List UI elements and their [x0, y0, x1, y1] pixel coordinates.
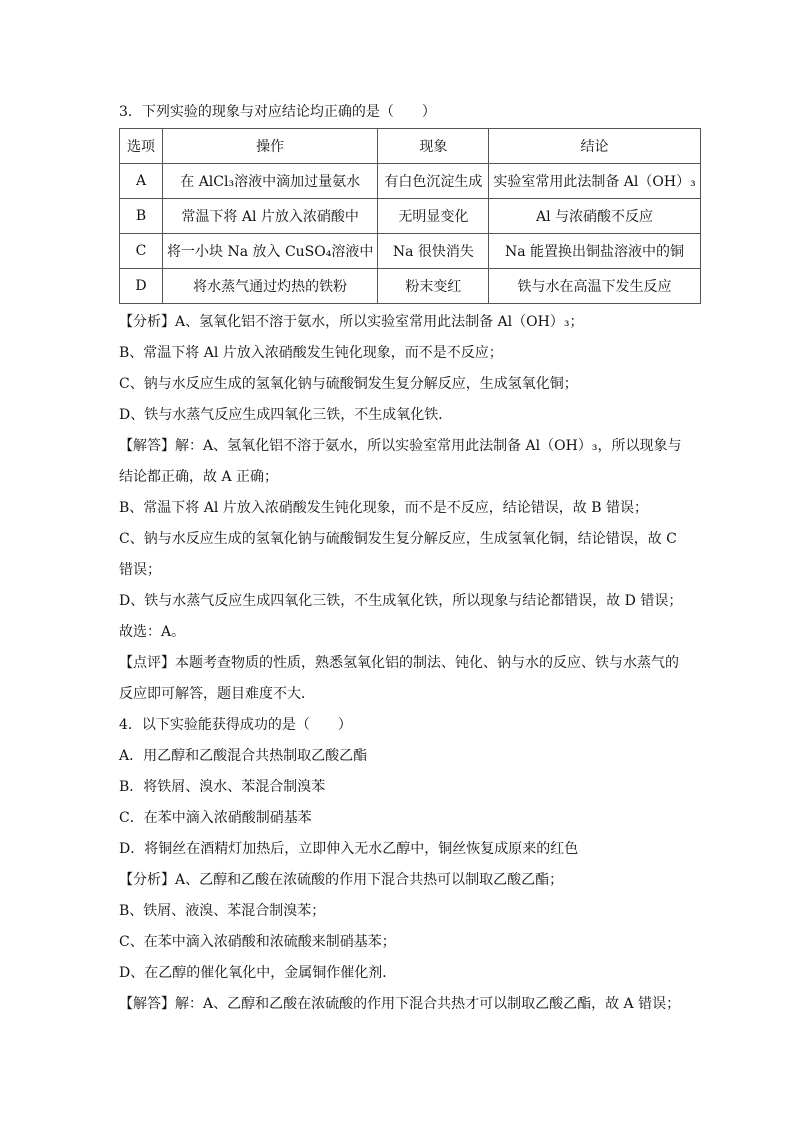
table-row — [120, 269, 701, 304]
q3-answer-line: 故选：A。 — [119, 624, 186, 640]
question-3-table — [119, 128, 701, 304]
q3-answer-line: C、钠与水反应生成的氢氧化钠与硫酸铜发生复分解反应，生成氢氧化铜，结论错误，故 C — [119, 531, 677, 547]
table-header-cell: 结论 — [489, 129, 700, 164]
q4-option-d: D．将铜丝在酒精灯加热后，立即伸入无水乙醇中，铜丝恢复成原来的红色 — [119, 841, 579, 857]
q4-answer-line: 【解答】解：A、乙醇和乙酸在浓硫酸的作用下混合共热才可以制取乙酸乙酯，故 A 错误； — [119, 996, 681, 1012]
q3-answer-line: 【解答】解：A、氢氧化铝不溶于氨水，所以实验室常用此法制备 Al（OH）₃，所以现象与 — [119, 438, 682, 454]
table-header-cell: 现象 — [378, 129, 489, 164]
q3-answer-line: 错误； — [119, 562, 161, 578]
table-cell: Na 能置换出铜盐溶液中的铜 — [489, 234, 700, 269]
table-cell: Na 很快消失 — [378, 234, 489, 269]
q4-option-b: B．将铁屑、溴水、苯混合制溴苯 — [119, 779, 326, 795]
q3-comment-line: 反应即可解答，题目难度不大． — [119, 686, 315, 702]
q4-option-a: A．用乙醇和乙酸混合共热制取乙酸乙酯 — [119, 748, 368, 764]
table-cell: 在 AlCl₃溶液中滴加过量氨水 — [163, 164, 378, 199]
q3-answer-line: D、铁与水蒸气反应生成四氧化三铁，不生成氧化铁，所以现象与结论都错误，故 D 错误； — [119, 593, 683, 609]
q3-answer-line: 结论都正确，故 A 正确； — [119, 469, 279, 485]
q3-comment-line: 【点评】本题考查物质的性质，熟悉氢氧化铝的制法、钝化、钠与水的反应、铁与水蒸气的 — [119, 655, 679, 671]
q3-analysis-line: C、钠与水反应生成的氢氧化钠与硫酸铜发生复分解反应，生成氢氧化铜； — [119, 376, 578, 392]
q4-analysis-line: B、铁屑、液溴、苯混合制溴苯； — [119, 903, 326, 919]
q3-answer-line: B、常温下将 Al 片放入浓硝酸发生钝化现象，而不是不反应，结论错误，故 B 错误； — [119, 500, 648, 516]
q3-analysis-line: B、常温下将 Al 片放入浓硝酸发生钝化现象，而不是不反应； — [119, 345, 503, 361]
table-cell: 常温下将 Al 片放入浓硝酸中 — [163, 199, 378, 234]
q3-analysis-line: D、铁与水蒸气反应生成四氧化三铁，不生成氧化铁． — [119, 407, 453, 423]
q4-analysis-line: D、在乙醇的催化氧化中，金属铜作催化剂． — [119, 965, 397, 981]
table-cell: 无明显变化 — [378, 199, 489, 234]
table-header-cell: 操作 — [163, 129, 378, 164]
table-cell: 铁与水在高温下发生反应 — [489, 269, 700, 304]
table-row — [120, 164, 701, 199]
table-cell: B — [120, 199, 163, 234]
q3-analysis-line: 【分析】A、氢氧化铝不溶于氨水，所以实验室常用此法制备 Al（OH）₃； — [119, 314, 584, 330]
table-header-cell: 选项 — [120, 129, 163, 164]
table-cell: 将水蒸气通过灼热的铁粉 — [163, 269, 378, 304]
table-cell: Al 与浓硝酸不反应 — [489, 199, 700, 234]
table-cell: 有白色沉淀生成 — [378, 164, 489, 199]
q4-analysis-line: C、在苯中滴入浓硝酸和浓硫酸来制硝基苯； — [119, 934, 396, 950]
table-cell: A — [120, 164, 163, 199]
question-4-stem: 4．以下实验能获得成功的是（ ） — [119, 717, 352, 733]
table-cell: 粉末变红 — [378, 269, 489, 304]
table-row — [120, 199, 701, 234]
table-cell: 实验室常用此法制备 Al（OH）₃ — [489, 164, 700, 199]
question-3-stem: 3．下列实验的现象与对应结论均正确的是（ ） — [119, 104, 436, 120]
table-row — [120, 234, 701, 269]
table-cell: C — [120, 234, 163, 269]
table-cell: D — [120, 269, 163, 304]
q4-option-c: C．在苯中滴入浓硝酸制硝基苯 — [119, 810, 312, 826]
table-header-row — [120, 129, 701, 164]
q4-analysis-line: 【分析】A、乙醇和乙酸在浓硫酸的作用下混合共热可以制取乙酸乙酯； — [119, 872, 564, 888]
table-cell: 将一小块 Na 放入 CuSO₄溶液中 — [163, 234, 378, 269]
